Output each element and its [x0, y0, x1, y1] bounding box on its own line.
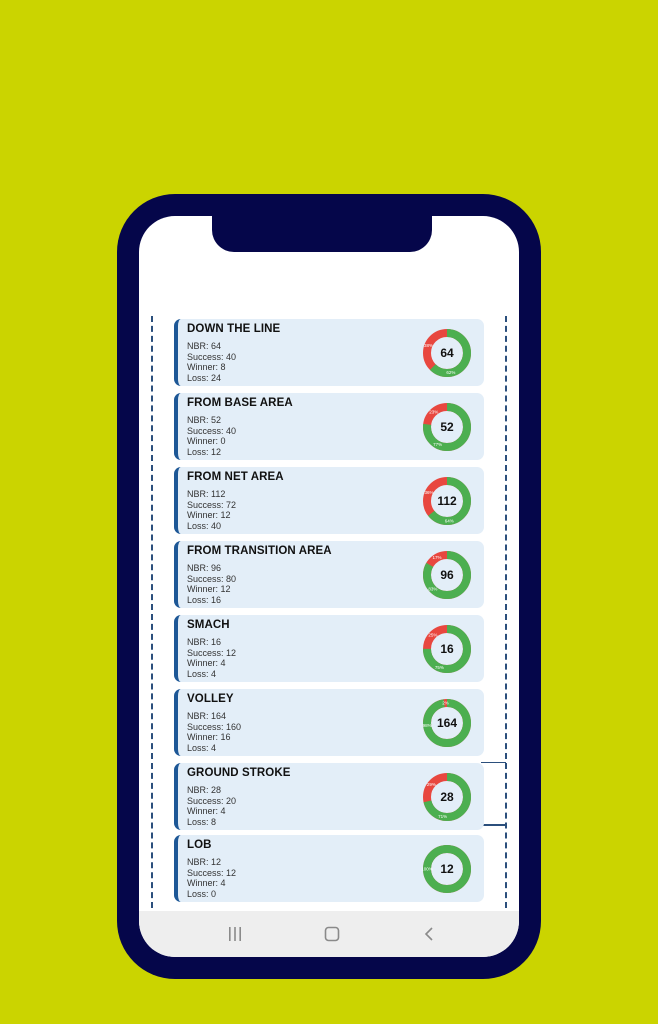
- stat-label: Loss:: [187, 520, 209, 531]
- stat-value: 12: [226, 867, 237, 878]
- card-title: DOWN THE LINE: [187, 323, 281, 335]
- card-title: FROM NET AREA: [187, 471, 284, 483]
- ring-center-value: 64: [440, 346, 454, 360]
- shot-card[interactable]: [174, 467, 484, 534]
- ring-success-pct-label: 77%: [433, 442, 443, 448]
- ring-success-pct-label: 64%: [444, 518, 454, 524]
- success-ring-chart: [421, 843, 473, 895]
- stat-winner: [187, 362, 226, 372]
- left-dashed-guide: [151, 316, 153, 908]
- stat-value: 12: [220, 584, 231, 594]
- shot-card[interactable]: [174, 319, 484, 386]
- stat-nbr: [187, 711, 226, 721]
- stat-winner: [187, 878, 226, 888]
- stat-value: 8: [220, 362, 226, 372]
- stat-success: [187, 796, 236, 806]
- recents-icon[interactable]: [215, 911, 255, 957]
- stat-label: NBR:: [187, 489, 209, 499]
- ring-center-value: 28: [440, 790, 454, 804]
- stat-value: 24: [211, 372, 222, 383]
- shot-card[interactable]: [174, 615, 484, 682]
- ring-center-value: 164: [436, 716, 458, 730]
- stat-value: 4: [220, 658, 226, 668]
- stat-label: NBR:: [187, 711, 209, 721]
- card-title: FROM TRANSITION AREA: [187, 545, 332, 557]
- stat-label: NBR:: [187, 785, 209, 795]
- stat-loss: [187, 743, 216, 753]
- ring-success-pct-label: 75%: [434, 664, 444, 670]
- stat-value: 164: [211, 711, 227, 721]
- stat-label: Loss:: [187, 668, 209, 679]
- stat-value: 72: [226, 499, 237, 510]
- stat-label: Winner:: [187, 436, 219, 446]
- ring-loss-pct-label: 2%: [442, 700, 449, 706]
- stat-nbr: [187, 785, 221, 795]
- stat-label: NBR:: [187, 563, 209, 573]
- home-icon[interactable]: [312, 911, 352, 957]
- stat-value: 28: [211, 785, 222, 795]
- stat-label: Winner:: [187, 878, 219, 888]
- stat-winner: [187, 510, 231, 520]
- shot-card[interactable]: [174, 763, 484, 830]
- stat-label: Loss:: [187, 594, 209, 605]
- ring-loss-pct-label: 38%: [424, 342, 434, 348]
- success-ring-chart: [421, 475, 473, 527]
- ring-success-pct-label: 71%: [438, 814, 448, 820]
- ring-center-value: 16: [440, 642, 454, 656]
- shot-card[interactable]: [174, 689, 484, 756]
- stat-label: Success:: [187, 351, 224, 362]
- ring-loss-pct-label: 36%: [424, 489, 434, 495]
- stat-value: 4: [211, 742, 217, 753]
- stat-label: Loss:: [187, 816, 209, 827]
- ring-success-pct-label: 83%: [428, 586, 438, 592]
- stat-nbr: [187, 637, 221, 647]
- stat-value: 16: [211, 637, 222, 647]
- stat-value: 96: [211, 563, 222, 573]
- stat-winner: [187, 436, 226, 446]
- success-ring-chart: [421, 623, 473, 675]
- stat-label: Winner:: [187, 584, 219, 594]
- success-ring-chart: [421, 549, 473, 601]
- stat-value: 80: [226, 573, 237, 584]
- stat-value: 40: [211, 520, 222, 531]
- stat-label: Winner:: [187, 362, 219, 372]
- stat-value: 160: [226, 721, 242, 732]
- ring-center-value: 96: [440, 568, 454, 582]
- stat-success: [187, 426, 236, 436]
- card-title: SMACH: [187, 619, 230, 631]
- shot-stats-list[interactable]: [174, 319, 484, 909]
- success-ring-chart: [421, 697, 473, 749]
- stat-loss: [187, 595, 221, 605]
- stat-label: Loss:: [187, 446, 209, 457]
- right-dashed-guide: [505, 316, 507, 908]
- stat-value: 4: [211, 668, 217, 679]
- stat-loss: [187, 447, 221, 457]
- ring-success-pct-label: 62%: [446, 370, 456, 376]
- card-title: GROUND STROKE: [187, 767, 291, 779]
- stat-loss: [187, 889, 216, 899]
- stat-label: Success:: [187, 867, 224, 878]
- stat-value: 8: [211, 816, 217, 827]
- stat-label: Success:: [187, 425, 224, 436]
- ring-success-pct-label: 98%: [422, 722, 432, 728]
- stat-value: 40: [226, 425, 237, 436]
- success-ring-chart: [421, 327, 473, 379]
- stat-value: 52: [211, 415, 222, 425]
- card-title: LOB: [187, 839, 212, 851]
- stat-nbr: [187, 563, 221, 573]
- stat-winner: [187, 732, 231, 742]
- ring-center-value: 52: [440, 420, 454, 434]
- stat-loss: [187, 521, 221, 531]
- stat-label: NBR:: [187, 637, 209, 647]
- ring-loss-pct-label: 23%: [429, 409, 439, 415]
- stat-value: 40: [226, 351, 237, 362]
- stat-label: Success:: [187, 573, 224, 584]
- stat-value: 12: [226, 647, 237, 658]
- stat-label: Loss:: [187, 888, 209, 899]
- stat-nbr: [187, 341, 221, 351]
- stat-winner: [187, 584, 231, 594]
- stat-success: [187, 500, 236, 510]
- stat-label: NBR:: [187, 415, 209, 425]
- shot-card[interactable]: [174, 541, 484, 608]
- stat-value: 0: [220, 436, 226, 446]
- ring-center-value: 112: [437, 494, 457, 508]
- shot-card[interactable]: [174, 393, 484, 460]
- stat-loss: [187, 669, 216, 679]
- stat-value: 12: [211, 857, 222, 867]
- connector-line: [481, 762, 506, 763]
- ring-loss-pct-label: 29%: [426, 782, 436, 788]
- card-title: VOLLEY: [187, 693, 234, 705]
- stat-value: 64: [211, 341, 222, 351]
- stat-value: 16: [211, 594, 222, 605]
- stat-value: 12: [211, 446, 222, 457]
- android-nav-bar: [139, 911, 519, 957]
- stat-loss: [187, 817, 216, 827]
- ring-loss-pct-label: 25%: [428, 632, 438, 638]
- stat-success: [187, 868, 236, 878]
- stat-success: [187, 648, 236, 658]
- stat-value: 16: [220, 732, 231, 742]
- stat-label: Winner:: [187, 510, 219, 520]
- ring-success-pct-label: 100%: [421, 866, 433, 872]
- card-title: FROM BASE AREA: [187, 397, 293, 409]
- stat-value: 4: [220, 806, 226, 816]
- stat-label: Success:: [187, 721, 224, 732]
- connector-line: [481, 824, 506, 826]
- stat-success: [187, 574, 236, 584]
- stat-value: 112: [211, 489, 226, 499]
- phone-frame: [117, 194, 541, 979]
- ring-center-value: 12: [440, 862, 454, 876]
- stat-nbr: [187, 489, 225, 499]
- stat-success: [187, 722, 241, 732]
- shot-card[interactable]: [174, 835, 484, 902]
- stat-winner: [187, 658, 226, 668]
- stat-label: NBR:: [187, 857, 209, 867]
- stat-label: NBR:: [187, 341, 209, 351]
- stat-label: Success:: [187, 795, 224, 806]
- stat-nbr: [187, 415, 221, 425]
- stat-label: Winner:: [187, 658, 219, 668]
- phone-screen: [139, 216, 519, 957]
- stat-winner: [187, 806, 226, 816]
- success-ring-chart: [421, 771, 473, 823]
- phone-notch: [212, 216, 432, 252]
- back-icon[interactable]: [409, 911, 449, 957]
- stat-value: 12: [220, 510, 231, 520]
- stat-value: 0: [211, 888, 217, 899]
- stat-label: Success:: [187, 499, 224, 510]
- stat-label: Loss:: [187, 742, 209, 753]
- stat-success: [187, 352, 236, 362]
- stat-label: Loss:: [187, 372, 209, 383]
- stat-value: 4: [220, 878, 226, 888]
- success-ring-chart: [421, 401, 473, 453]
- stat-label: Success:: [187, 647, 224, 658]
- stat-value: 20: [226, 795, 237, 806]
- ring-loss-pct-label: 17%: [432, 555, 442, 561]
- stat-loss: [187, 373, 221, 383]
- stat-label: Winner:: [187, 732, 219, 742]
- stat-label: Winner:: [187, 806, 219, 816]
- stat-nbr: [187, 857, 221, 867]
